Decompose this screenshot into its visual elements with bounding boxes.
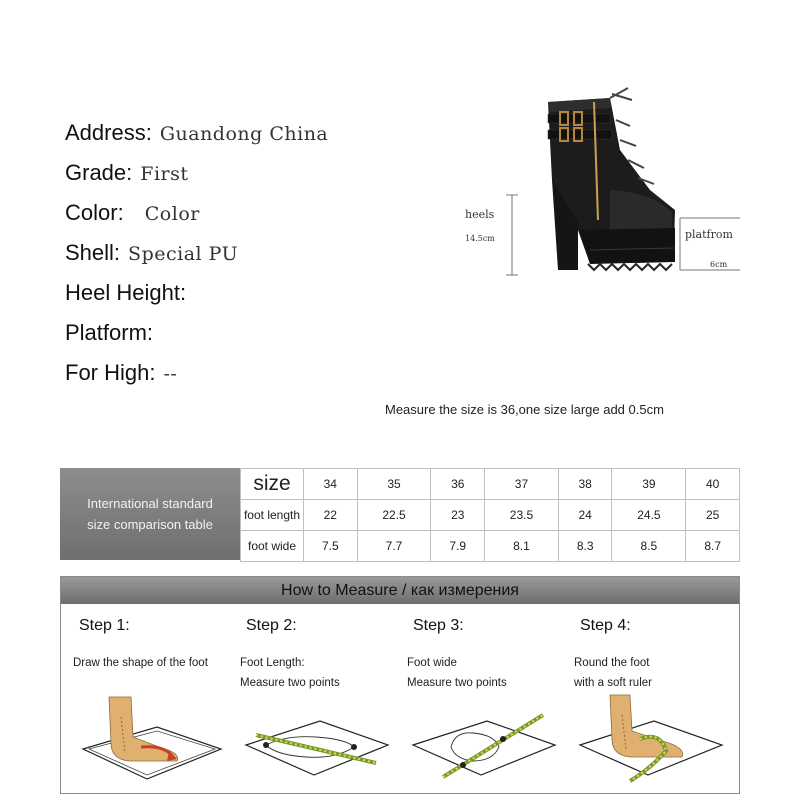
size-cell: 36 [431,469,485,500]
foot-length-cell: 24 [558,500,612,531]
foot-wide-cell: 7.9 [431,531,485,562]
foot-length-cell: 24.5 [612,500,686,531]
foot-length-cell: 25 [686,500,740,531]
boot-image-area [460,80,760,290]
size-cell: 39 [612,469,686,500]
foot-length-cell: 22.5 [357,500,431,531]
platform-label: platfrom [685,228,733,241]
platform-value: 6cm [710,260,728,269]
foot-length-cell: 23.5 [485,500,559,531]
spec-heel-height [65,278,194,308]
spec-label: Heel Height: [65,280,187,305]
step-desc-line: Foot Length: [240,657,305,669]
spec-label: Color: [65,200,124,225]
heels-label: heels [465,208,495,221]
foot-round-measure-icon [570,687,730,787]
spec-label: For High: [65,360,156,385]
spec-address [65,118,328,148]
size-cell: 37 [485,469,559,500]
spec-label: Grade: [65,160,133,185]
intl-line-1: International standard [87,496,213,511]
spec-value: Color [131,203,200,225]
foot-wide-cell: 7.5 [304,531,358,562]
step-desc-line: Draw the shape of the foot [73,657,208,669]
how-to-measure-title: How to Measure / как измерения [61,577,739,604]
foot-length-row [241,500,740,531]
step-3 [403,617,569,787]
step-title: Step 4: [580,617,631,634]
intl-standard-cell [60,468,240,560]
step-title: Step 1: [79,617,130,634]
size-cell: 35 [357,469,431,500]
foot-wide-cell: 7.7 [357,531,431,562]
step-desc-line: Round the foot [574,657,650,669]
step-title: Step 3: [413,617,464,634]
spec-label: Address: [65,120,152,145]
spec-color [65,198,200,228]
spec-value: Guandong China [159,123,329,145]
foot-wide-row [241,531,740,562]
draw-foot-shape-icon [69,687,229,787]
spec-label: Platform: [65,320,154,345]
size-row [241,469,740,500]
foot-width-measure-icon [403,687,563,787]
spec-for-high [65,358,177,388]
boot-icon [460,80,760,290]
step-title: Step 2: [246,617,297,634]
foot-wide-cell: 8.1 [485,531,559,562]
spec-platform [65,318,161,348]
step-desc-line: Measure two points [240,677,340,689]
foot-wide-cell: 8.3 [558,531,612,562]
foot-wide-header: foot wide [241,531,304,562]
step-desc-line: with a soft ruler [574,677,652,689]
size-cell: 38 [558,469,612,500]
size-header: size [241,469,304,500]
intl-line-2: size comparison table [87,517,213,532]
foot-length-cell: 23 [431,500,485,531]
spec-label: Shell: [65,240,121,265]
spec-value: Special PU [128,243,239,265]
foot-length-cell: 22 [304,500,358,531]
size-grid [240,468,740,562]
spec-value: First [140,163,189,185]
foot-length-header: foot length [241,500,304,531]
step-desc-line: Foot wide [407,657,457,669]
step-2 [236,617,402,787]
measure-note: Measure the size is 36,one size large add 0.5cm [385,402,664,417]
size-cell: 40 [686,469,740,500]
spec-value: -- [163,363,178,385]
step-1 [69,617,235,787]
foot-wide-cell: 8.7 [686,531,740,562]
how-to-measure-panel [60,576,740,794]
heels-value: 14.5cm [465,234,495,243]
size-comparison-table [60,468,740,560]
step-desc-line: Measure two points [407,677,507,689]
foot-wide-cell: 8.5 [612,531,686,562]
spec-shell [65,238,238,268]
step-description [73,653,208,673]
step-4 [570,617,736,787]
size-cell: 34 [304,469,358,500]
foot-length-measure-icon [236,687,396,787]
spec-grade [65,158,189,188]
